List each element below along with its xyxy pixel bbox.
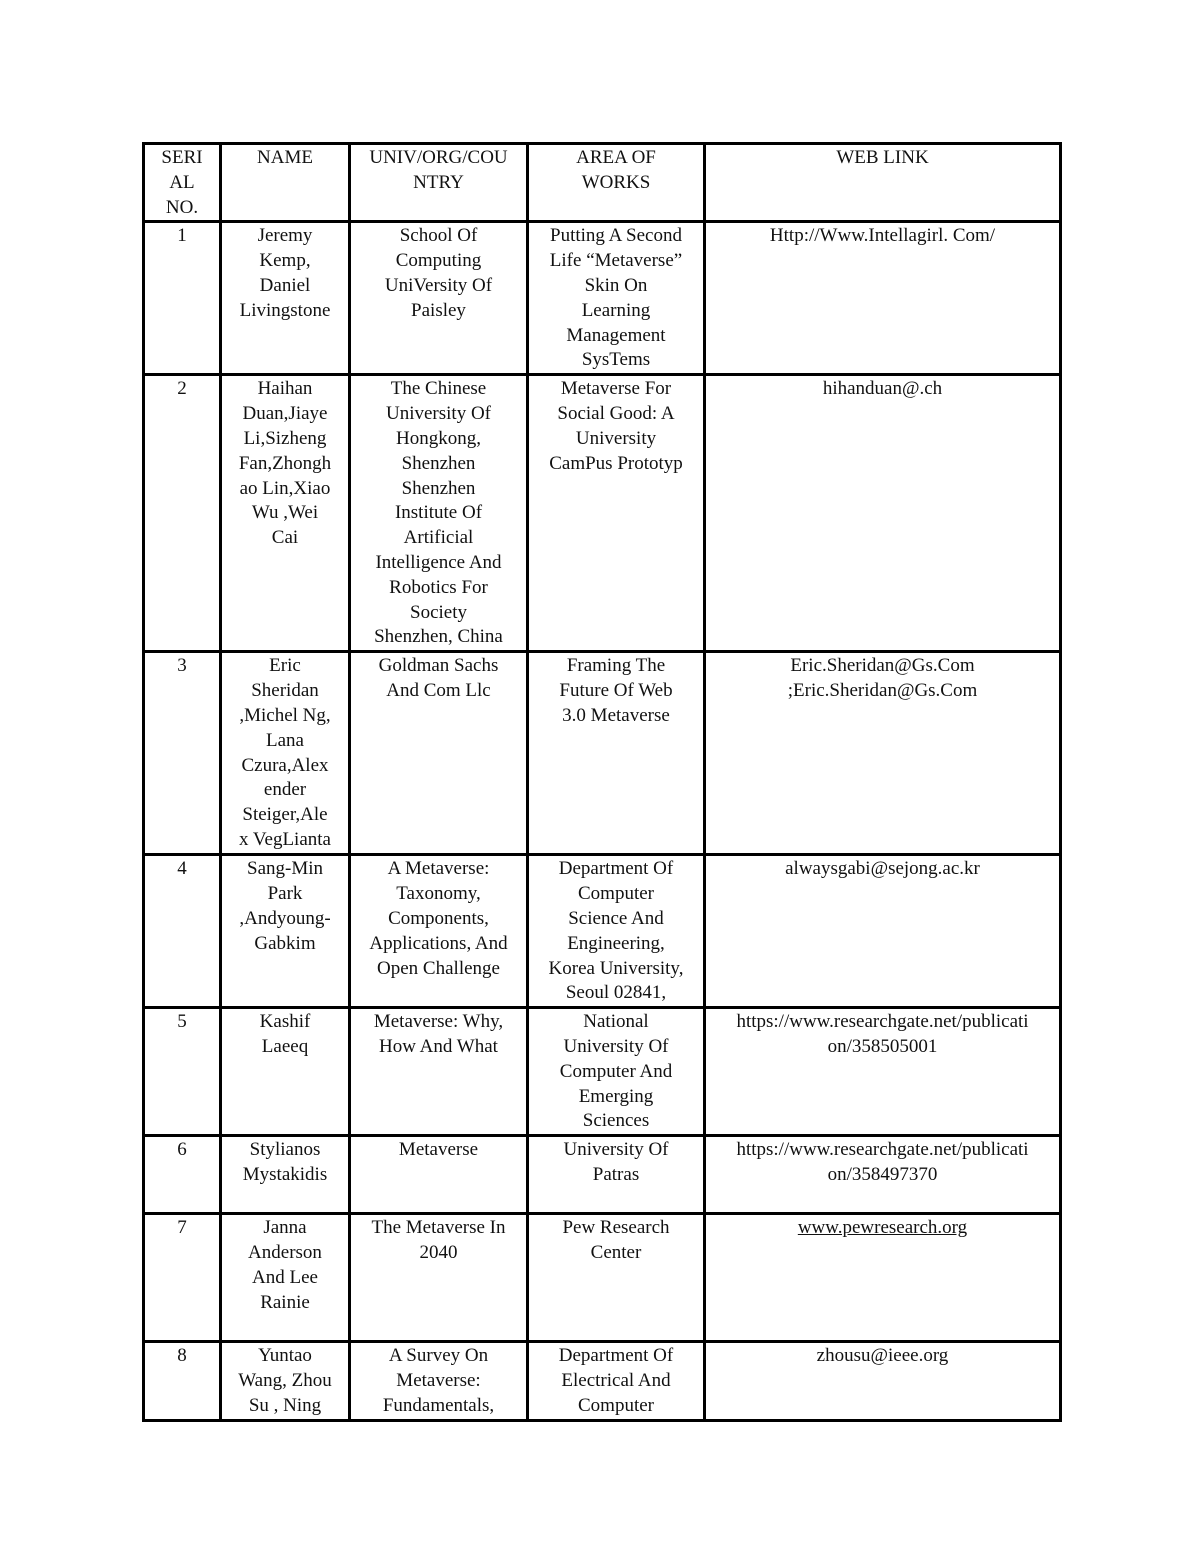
org-cell: A Metaverse: Taxonomy, Components, Applications, And Open Challenge xyxy=(350,855,528,1008)
org-cell: A Survey On Metaverse: Fundamentals, xyxy=(350,1342,528,1420)
org-cell: Metaverse xyxy=(350,1136,528,1214)
header-org: UNIV/ORG/COU NTRY xyxy=(350,144,528,222)
link-cell: hihanduan@.ch xyxy=(705,375,1061,652)
table-row xyxy=(144,1342,1061,1420)
org-cell: The Chinese University Of Hongkong, Shenzhen Shenzhen Institute Of Artificial Intelligence And Robotics For Society Shenzhen, China xyxy=(350,375,528,652)
link-cell xyxy=(705,1214,1061,1342)
researchers-table xyxy=(142,142,1062,1422)
serial-cell: 4 xyxy=(144,855,221,1008)
header-name: NAME xyxy=(221,144,350,222)
link-cell: alwaysgabi@sejong.ac.kr xyxy=(705,855,1061,1008)
link-cell: https://www.researchgate.net/publicati on/358505001 xyxy=(705,1008,1061,1136)
table-row xyxy=(144,855,1061,1008)
link-cell: Eric.Sheridan@Gs.Com ;Eric.Sheridan@Gs.Com xyxy=(705,652,1061,855)
header-row xyxy=(144,144,1061,222)
table-row xyxy=(144,222,1061,375)
table-row xyxy=(144,1136,1061,1214)
org-cell: School Of Computing UniVersity Of Paisley xyxy=(350,222,528,375)
org-cell: Metaverse: Why, How And What xyxy=(350,1008,528,1136)
header-area: AREA OF WORKS xyxy=(528,144,705,222)
serial-cell: 3 xyxy=(144,652,221,855)
serial-cell: 8 xyxy=(144,1342,221,1420)
name-cell: Kashif Laeeq xyxy=(221,1008,350,1136)
table-row xyxy=(144,1214,1061,1342)
name-cell: Stylianos Mystakidis xyxy=(221,1136,350,1214)
serial-cell: 7 xyxy=(144,1214,221,1342)
link-cell: Http://Www.Intellagirl. Com/ xyxy=(705,222,1061,375)
name-cell: Sang-Min Park ,Andyoung- Gabkim xyxy=(221,855,350,1008)
header-serial: SERI AL NO. xyxy=(144,144,221,222)
pewresearch-link[interactable]: www.pewresearch.org xyxy=(797,1217,968,1239)
serial-cell: 6 xyxy=(144,1136,221,1214)
area-cell: National University Of Computer And Emerging Sciences xyxy=(528,1008,705,1136)
area-cell: Metaverse For Social Good: A University CamPus Prototyp xyxy=(528,375,705,652)
table-row xyxy=(144,652,1061,855)
area-cell: Framing The Future Of Web 3.0 Metaverse xyxy=(528,652,705,855)
name-cell: Jeremy Kemp, Daniel Livingstone xyxy=(221,222,350,375)
org-cell: Goldman Sachs And Com Llc xyxy=(350,652,528,855)
name-cell: Eric Sheridan ,Michel Ng, Lana Czura,Alex ender Steiger,Ale x VegLianta xyxy=(221,652,350,855)
area-cell: Department Of Computer Science And Engineering, Korea University, Seoul 02841, xyxy=(528,855,705,1008)
serial-cell: 2 xyxy=(144,375,221,652)
table-row xyxy=(144,375,1061,652)
name-cell: Haihan Duan,Jiaye Li,Sizheng Fan,Zhongh ao Lin,Xiao Wu ,Wei Cai xyxy=(221,375,350,652)
serial-cell: 1 xyxy=(144,222,221,375)
header-link: WEB LINK xyxy=(705,144,1061,222)
link-cell: zhousu@ieee.org xyxy=(705,1342,1061,1420)
table-row xyxy=(144,1008,1061,1136)
link-cell: https://www.researchgate.net/publicati on/358497370 xyxy=(705,1136,1061,1214)
serial-cell: 5 xyxy=(144,1008,221,1136)
area-cell: Pew Research Center xyxy=(528,1214,705,1342)
name-cell: Janna Anderson And Lee Rainie xyxy=(221,1214,350,1342)
area-cell: Department Of Electrical And Computer xyxy=(528,1342,705,1420)
org-cell: The Metaverse In 2040 xyxy=(350,1214,528,1342)
area-cell: Putting A Second Life “Metaverse” Skin On Learning Management SysTems xyxy=(528,222,705,375)
name-cell: Yuntao Wang, Zhou Su , Ning xyxy=(221,1342,350,1420)
area-cell: University Of Patras xyxy=(528,1136,705,1214)
